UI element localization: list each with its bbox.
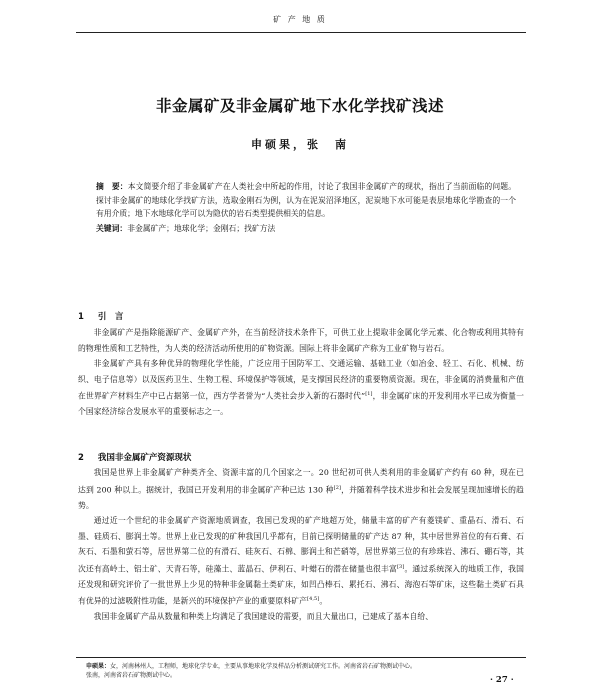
section-1-body <box>78 325 524 420</box>
section-title: 我国非金属矿产资源现状 <box>97 453 192 463</box>
keywords-line <box>96 222 516 236</box>
citation: [4,5] <box>307 596 320 603</box>
article-authors: 申硕果，张 南 <box>251 138 349 151</box>
footnote-line: 申硕果：女，河南林州人，工程师，地球化学专业，主要从事地球化学及样品分析测试研究工作。河南省岩石矿物测试中心。 <box>86 663 417 670</box>
page-number: · 27 · <box>490 675 514 685</box>
keywords-text: 非金属矿产；地球化学；金刚石；找矿方法 <box>127 223 276 233</box>
section-title: 引 言 <box>97 312 124 322</box>
section-number: 2 <box>78 453 84 463</box>
paragraph: 非金属矿产是指除能源矿产、金属矿产外，在当前经济技术条件下，可供工业上提取非金属化学元素、化合物或利用其特有的物理性质和工艺特性，为人类的经济活动所使用的矿物资源。国际上将非金属矿产称为工业矿物与岩石。 <box>78 328 524 353</box>
keywords-label: 关键词： <box>96 223 128 233</box>
section-2-body <box>78 465 524 625</box>
footnote-line: 张南，河南省岩石矿物测试中心。 <box>86 672 177 679</box>
author-footnote <box>86 662 526 680</box>
paragraph: 通过近一个世纪的非金属矿产资源地质调查，我国已发现的矿产地超万处，储量丰富的矿产有菱镁矿、重晶石、滑石、石墨、硅质石、膨润土等。世界上业已发现的矿种我国几乎都有，目前已探明储量的矿产达 87 种，其中居世界首位的有石膏、石灰石、石墨和萤石等，居世界第二位的有滑石、硅灰石、石棉、膨润土和芒硝等，居世界第三位的有珍珠岩、沸石、硼石等，其次还有高岭土、铝土矿、天青石等，硅藻土、蓝晶石、伊利石、叶蜡石的潜在储量也很丰富[3]。通过系统深入的地质工作，我国还发现和研究评价了一批世界上少见的特种非金属黏土类矿床，如凹凸棒石、累托石、沸石、海泡石等矿床，这些黏土类矿石具有优异的过滤吸附性功能，是新兴的环境保护产业的重要原料矿产[4,5]。 <box>78 516 524 606</box>
footnote-rule <box>76 657 526 658</box>
running-header: 矿 产 地 质 <box>273 15 327 24</box>
abstract-text: 本文简要介绍了非金属矿产在人类社会中所起的作用，讨论了我国非金属矿产的现状，指出了当前面临的问题。探讨非金属矿的地球化学找矿方法，选取金刚石为例，认为在泥炭沼泽地区，泥炭地下水可能是表层地球化学勘查的一个有用介质；地下水地球化学可以为隐伏的岩石类型提供相关的信息。 <box>96 182 517 218</box>
citation: [1] <box>365 391 373 397</box>
citation: [2] <box>333 484 342 491</box>
article-title: 非金属矿及非金属矿地下水化学找矿浅述 <box>155 97 444 115</box>
abstract-label: 摘 要： <box>96 182 128 191</box>
section-number: 1 <box>78 312 84 322</box>
abstract-paragraph <box>96 180 516 221</box>
header-rule <box>76 32 526 33</box>
section-heading-2 <box>78 451 191 463</box>
paragraph: 我国非金属矿产品从数量和种类上均满足了我国建设的需要，而且大量出口，已建成了基本自给、 <box>93 612 434 622</box>
paragraph: 我国是世界上非金属矿产种类齐全、资源丰富的几个国家之一。20 世纪初可供人类利用的非金属矿产约有 60 种，现在已达到 200 种以上。据统计，我国已开发利用的非金属矿产种已达 130 种[2]，并随着科学技术进步和社会发展呈现加速增长的趋势。 <box>78 468 524 510</box>
paragraph: 非金属矿产具有多种优异的物理化学性能，广泛应用于国防军工、交通运输、基础工业（如冶金、轻工、石化、机械、纺织、电子信息等）以及医药卫生、生物工程、环境保护等领域，是支撑国民经济的重要物质资源。现在，非金属的消费量和产值在世界矿产材料生产中已占据第一位，西方学者誉为“人类社会步入新的石器时代”[1]，非金属矿床的开发利用水平已成为衡量一个国家经济综合发展水平的重要标志之一。 <box>78 359 524 417</box>
abstract-block <box>96 180 516 235</box>
section-heading-1 <box>78 310 123 322</box>
citation: [3] <box>396 563 405 570</box>
